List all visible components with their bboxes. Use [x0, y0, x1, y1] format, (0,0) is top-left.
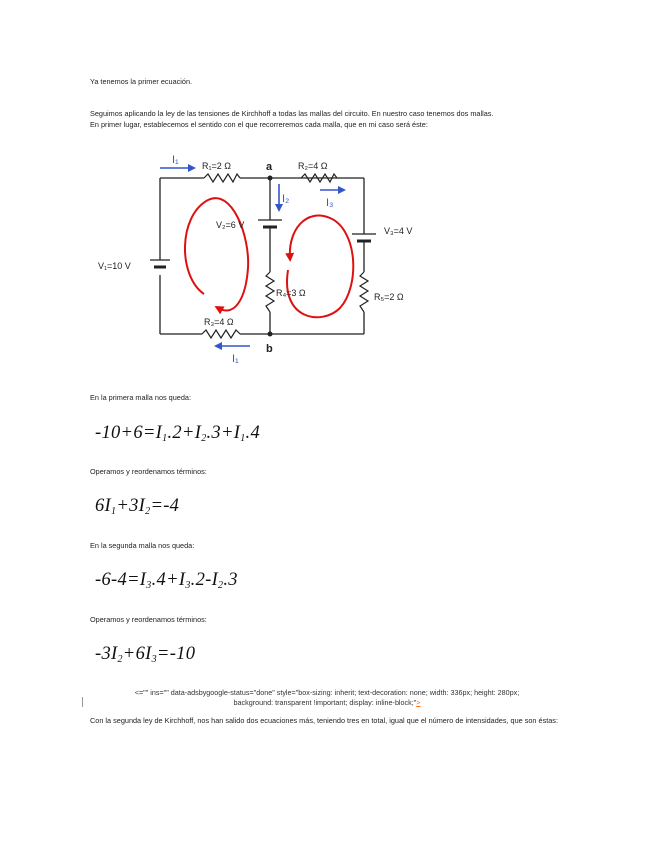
label-node-b: b [266, 343, 273, 355]
circuit-diagram [92, 148, 432, 368]
label-i3: I₃ [326, 197, 334, 209]
paragraph-segunda-ley: Con la segunda ley de Kirchhoff, nos han salido dos ecuaciones más, teniendo tres en total, igual que el número de intensidades, que son éstas: [90, 716, 558, 725]
code-line-2: background: transparent !important; display: inline-block;" [233, 698, 417, 707]
equation-mesh-2: $-6-4=I_3.4+I_3.2-I_2.3$ [95, 570, 238, 591]
paragraph-kirchhoff-intro-2: En primer lugar, establecemos el sentido con el que recorreremos cada malla, que en mi caso será éste: [90, 120, 428, 129]
code-link[interactable]: > [416, 698, 421, 707]
resistor-r5 [360, 272, 368, 312]
equation-mesh-1: $-10+6=I_1.2+I_2.3+I_1.4$ [95, 423, 261, 444]
label-r2: R₂=4 Ω [298, 161, 328, 171]
resistor-r1 [204, 174, 240, 182]
label-i2: I₂ [282, 193, 290, 205]
node-a-dot [268, 176, 273, 181]
label-i1-bottom: I₁ [232, 353, 239, 365]
mesh-2-arrow [287, 216, 353, 318]
paragraph-segunda-malla: En la segunda malla nos queda: [90, 541, 195, 550]
equation-mesh-1-simplified: $6I_1+3I_2=-4$ [95, 496, 180, 517]
paragraph-operamos-1: Operamos y reordenamos términos: [90, 467, 207, 476]
stray-code-fragment [90, 688, 564, 708]
equation-mesh-2-simplified: $-3I_2+6I_3=-10$ [95, 644, 196, 665]
label-r1: R₁=2 Ω [202, 161, 232, 171]
label-v1: V₁=10 V [98, 261, 131, 271]
paragraph-kirchhoff-intro-1: Seguimos aplicando la ley de las tensiones de Kirchhoff a todas las mallas del circuito. En nuestro caso tenemos dos mallas. [90, 109, 494, 118]
battery-v3 [352, 234, 376, 241]
paragraph-primera-malla: En la primera malla nos queda: [90, 393, 191, 402]
mesh-1-arrow [185, 198, 248, 310]
label-r5: R₅=2 Ω [374, 292, 404, 302]
text-cursor [82, 697, 83, 707]
paragraph-primera-ecuacion: Ya tenemos la primer ecuación. [90, 77, 193, 86]
label-i1-top: I₁ [172, 154, 179, 166]
node-b-dot [268, 332, 273, 337]
battery-v2 [258, 220, 282, 227]
label-node-a: a [266, 161, 273, 173]
label-r3: R₃=4 Ω [204, 317, 234, 327]
label-r4: R₄=3 Ω [276, 288, 306, 298]
paragraph-operamos-2: Operamos y reordenamos términos: [90, 615, 207, 624]
resistor-r3 [202, 330, 240, 338]
label-v3: V₃=4 V [384, 226, 413, 236]
resistor-r4 [266, 272, 274, 312]
code-line-1: <="" ins="" data-adsbygoogle-status="done" style="box-sizing: inherit; text-decoration: none; width: 336px; height: 280px; [134, 688, 520, 697]
battery-v1 [150, 260, 170, 267]
label-v2: V₂=6 V [216, 220, 245, 230]
